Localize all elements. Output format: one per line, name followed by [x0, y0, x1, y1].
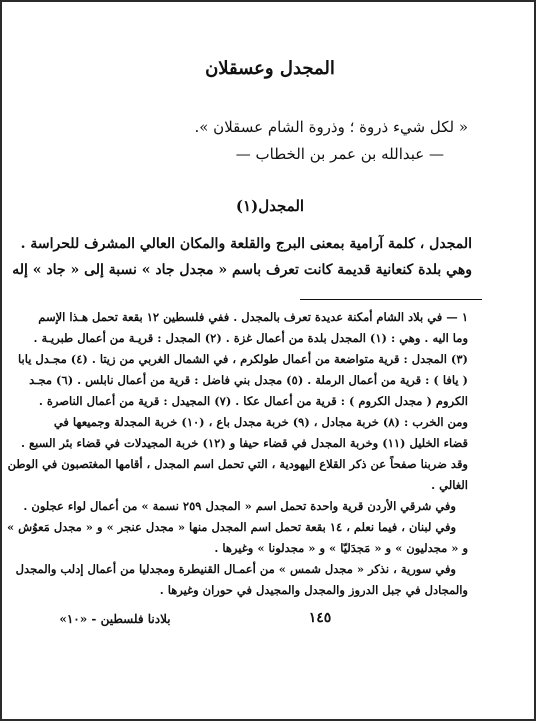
footnote-line: ( يافا ) : قرية من أعمال الرملة . (٥) مجدل بني فاضل : قرية من أعمال نابلس . (٦) مجـد	[29, 373, 468, 387]
footnote-line: وما اليه . وهي : (١) المجدل بلدة من أعمال غزة . (٢) المجدل : قريـة من أعمال طبريـة .	[33, 331, 468, 345]
footnote-line: و « مجدليون » و « مَجدَليّا » و « مجدلونا » وغيرها .	[214, 541, 468, 555]
footnote-line: ١ — في بلاد الشام أمكنة عديدة تعرف بالمجدل . ففي فلسطين ١٢ بقعة تحمل هـذا الإسم	[38, 310, 468, 324]
footnote-line: (٣) المجدل : قرية متواضعة من أعمال طولكرم ، في الشمال الغربي من زيتا . (٤) مجـدل يابا	[17, 352, 468, 366]
footnote-line: وفي لبنان ، فيما نعلم ، ١٤ بقعة تحمل اسم المجدل منها « مجدل عنجر » و « مجدل مَعوُش »	[6, 520, 456, 534]
epigraph-attribution: — عبدالله بن عمر بن الخطاب —	[235, 145, 444, 163]
footnote-line: والمجادل في جبل الدروز والمجدل والمجيدل في حوران وغيرها .	[159, 583, 468, 597]
footnote-line: وفي سورية ، نذكر « مجدل شمس » من أعمـال القنيطرة ومجدليا من أعمال إدلب والمجدل	[15, 562, 456, 576]
running-footer: بلادنا فلسطين - «١٠»	[59, 612, 171, 626]
footnote-line: وفي شرقي الأردن قرية واحدة تحمل اسم « المجدل ٢٥٩ نسمة » من أعمال لواء عجلون .	[23, 499, 456, 513]
page-number: ١٤٥	[308, 610, 332, 626]
footnote-rule	[300, 299, 482, 300]
page-title: المجدل وعسقلان	[205, 58, 335, 79]
footnote-line: قضاء الخليل (١١) وخربة المجدل في قضاء حيفا و (١٢) خربة المجيدلات في قضاء بئر السبع .	[20, 436, 468, 450]
footnote-line: الكروم ( مجدل الكروم ) : قرية من أعمال عكا . (٧) المجيدل : قرية من أعمال الناصرة .	[38, 394, 468, 408]
footnote-line: الغالي .	[431, 478, 468, 492]
section-heading: المجدل(١)	[235, 197, 305, 215]
footnote-line: وقد ضربنا صفحاً عن ذكر القلاع اليهودية ، التي تحمل اسم المجدل ، أقامها المغتصبون في الوطن	[7, 457, 468, 471]
epigraph-quote: « لكل شيء ذروة ؛ وذروة الشام عسقلان ».	[194, 118, 468, 136]
body-line: المجدل ، كلمة آرامية بمعنى البرج والقلعة والمكان العالي المشرف للحراسة .	[20, 236, 472, 252]
footnote-line: ومن الخرب : (٨) خربة مجادل ، (٩) خربة مجدل باع ، (١٠) خربة المجدلة وجميعها في	[53, 415, 468, 429]
body-line: وهي بلدة كنعانية قديمة كانت تعرف باسم « مجدل جاد » نسبة إلى « جاد » إله	[12, 262, 472, 278]
